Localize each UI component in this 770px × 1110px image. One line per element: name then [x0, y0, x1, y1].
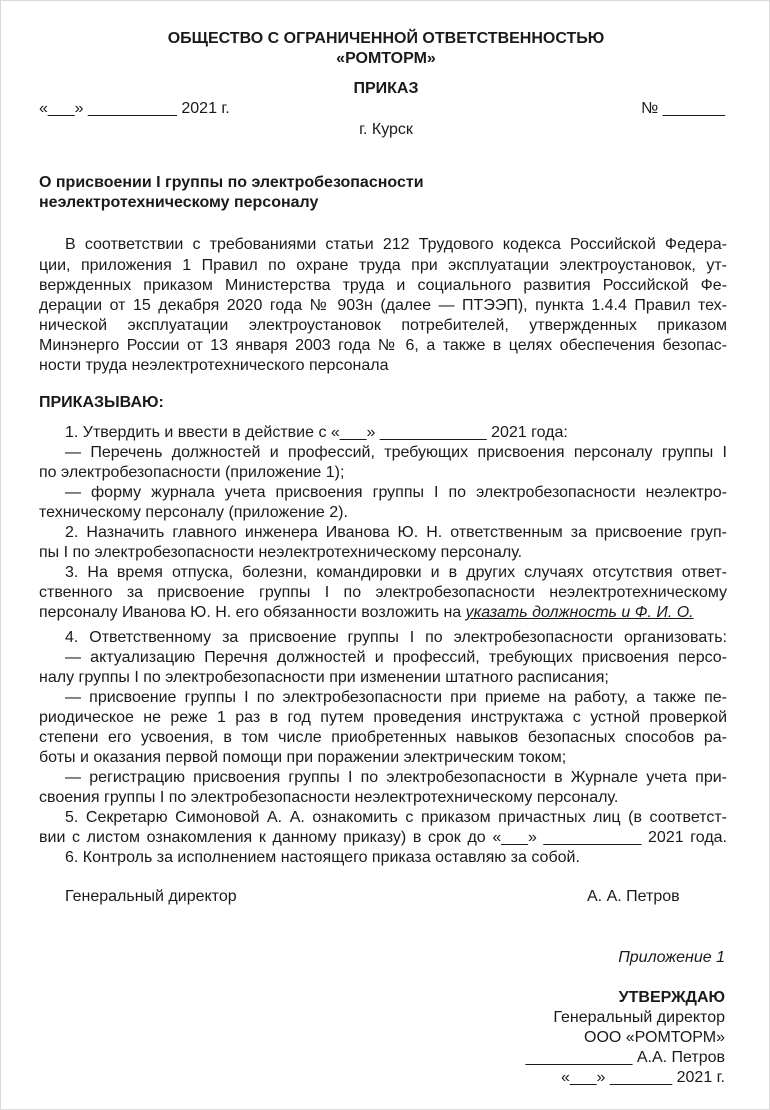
preamble-line: В соответствии с требованиями статьи 212 Трудового кодекса Российской Федера-	[65, 236, 727, 253]
city: г. Курск	[359, 121, 413, 138]
item-line: — регистрацию присвоения группы I по электробезопасности в Журнале учета при-	[65, 769, 727, 786]
subject-line1: О присвоении I группы по электробезопасности	[39, 174, 424, 191]
preamble-line: нической эксплуатации электроустановок потребителей, утвержденных приказом	[39, 317, 727, 334]
item-line: боты и оказания первой помощи при поражении электрическим током;	[39, 749, 567, 766]
org-name-line1: ОБЩЕСТВО С ОГРАНИЧЕННОЙ ОТВЕТСТВЕННОСТЬЮ	[167, 30, 605, 47]
item-line: степени его усвоения, в том числе приобретенных навыков безопасных способов ра-	[39, 729, 727, 746]
preamble-line: ции, приложения 1 Правил по охране труда при эксплуатации электроустановок, ут-	[39, 257, 727, 274]
item-line: по электробезопасности (приложение 1);	[39, 464, 345, 481]
item-line: — присвоение группы I по электробезопасности при приеме на работу, а также пе-	[65, 689, 727, 706]
item-line: 4. Ответственному за присвоение группы I по электробезопасности организовать:	[65, 629, 727, 646]
item-line: 2. Назначить главного инженера Иванова Ю. Н. ответственным за присвоение груп-	[65, 524, 727, 541]
preamble-line: вержденных приказом Министерства труда и социального развития Российской Фе-	[39, 277, 727, 294]
item-line: 5. Секретарю Симоновой А. А. ознакомить с приказом причастных лиц (в соответст-	[65, 809, 727, 826]
item-line: вии с листом ознакомления к данному приказу) в срок до «___» ___________ 2021 года.	[39, 829, 727, 846]
signature-position: Генеральный директор	[65, 888, 237, 905]
doc-type-title: ПРИКАЗ	[353, 80, 419, 97]
item-line: — Перечень должностей и профессий, требующих присвоения персоналу группы I	[65, 444, 727, 461]
item3-placeholder: указать должность и Ф. И. О.	[465, 604, 694, 621]
preamble-line: ности труда неэлектротехнического персонала	[39, 357, 389, 374]
appendix-approve: УТВЕРЖДАЮ	[618, 989, 725, 1006]
order-heading: ПРИКАЗЫВАЮ:	[39, 394, 164, 411]
appendix-position: Генеральный директор	[553, 1009, 725, 1026]
item-line: пы I по электробезопасности неэлектротехническому персоналу.	[39, 544, 523, 561]
appendix-sign-line: ____________ А.А. Петров	[525, 1049, 725, 1066]
subject-line2: неэлектротехническому персоналу	[39, 194, 319, 211]
signature-name: А. А. Петров	[587, 888, 680, 905]
appendix-date: «___» _______ 2021 г.	[560, 1069, 725, 1086]
appendix-label: Приложение 1	[618, 949, 725, 966]
item-line: 6. Контроль за исполнением настоящего приказа оставляю за собой.	[65, 849, 580, 866]
preamble-line: Минэнерго России от 13 января 2003 года № 6, а также в целях обеспечения безопас-	[39, 337, 727, 354]
item-line: 1. Утвердить и ввести в действие с «___» ____________ 2021 года:	[65, 424, 568, 441]
org-name-line2: «РОМТОРМ»	[336, 50, 436, 67]
item-line: — актуализацию Перечня должностей и профессий, требующих присвоения персо-	[65, 649, 727, 666]
item-line: техническому персоналу (приложение 2).	[39, 504, 348, 521]
order-date: «___» __________ 2021 г.	[39, 100, 230, 117]
order-number: № _______	[641, 100, 725, 117]
item-line: своения группы I по электробезопасности неэлектротехническому персоналу.	[39, 789, 619, 806]
item-line	[39, 603, 694, 623]
item-line: налу группы I по электробезопасности при изменении штатного расписания;	[39, 669, 609, 686]
appendix-org: ООО «РОМТОРМ»	[584, 1029, 725, 1046]
item-line: риодическое не реже 1 раз в год путем проведения инструктажа с устной проверкой	[39, 709, 727, 726]
item-line: 3. На время отпуска, болезни, командировки и в других случаях отсутствия ответ-	[65, 564, 727, 581]
item-line: — форму журнала учета присвоения группы I по электробезопасности неэлектро-	[65, 484, 727, 501]
item3-text: персоналу Иванова Ю. Н. его обязанности возложить на	[39, 604, 462, 621]
preamble-line: дерации от 15 декабря 2020 года № 903н (далее — ПТЭЭП), пункта 1.4.4 Правил тех-	[39, 297, 727, 314]
item-line: ственного за присвоение группы I по электробезопасности неэлектротехническому	[39, 584, 727, 601]
